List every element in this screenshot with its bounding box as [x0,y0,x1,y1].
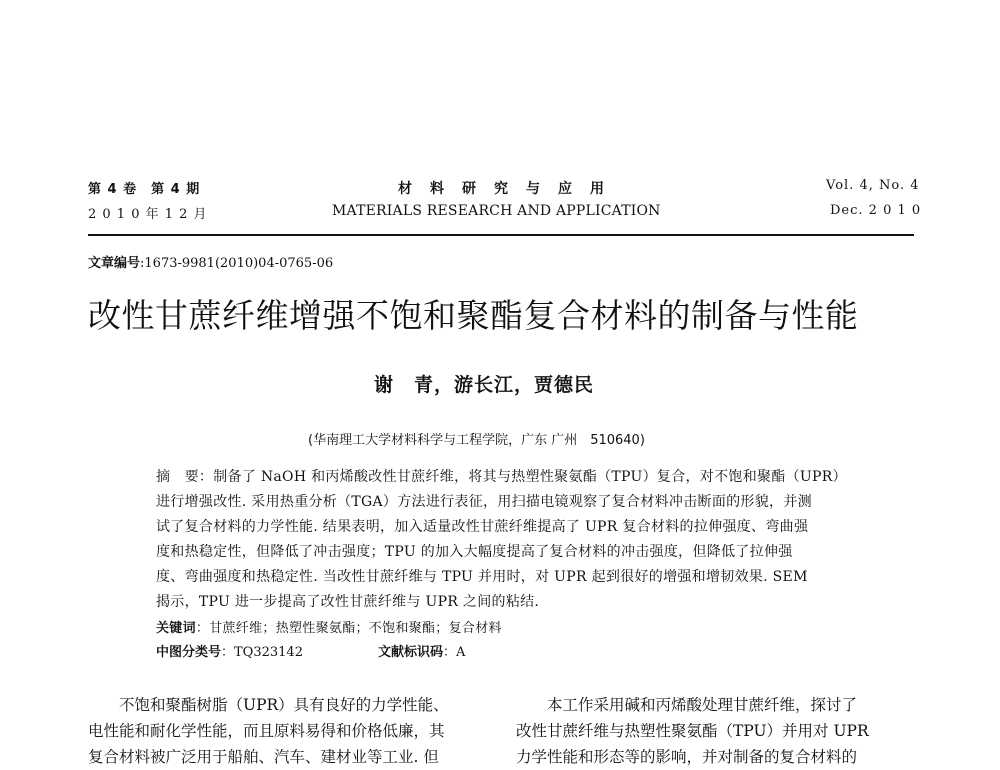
abstract-line: 度、弯曲强度和热稳定性. 当改性甘蔗纤维与 TPU 并用时，对 UPR 起到很好的增强和增韧效果. SEM [156,569,808,585]
abstract-line: 试了复合材料的力学性能. 结果表明，加入适量改性甘蔗纤维提高了 UPR 复合材料的拉伸强度、弯曲强 [156,519,809,535]
abstract-line: 度和热稳定性，但降低了冲击强度；TPU 的加入大幅度提高了复合材料的冲击强度，但降低了拉伸强 [156,544,793,560]
body-line: 不饱和聚酯树脂（UPR）具有良好的力学性能、 [88,696,449,714]
body-line: 本工作采用碱和丙烯酸处理甘蔗纤维，探讨了 [516,696,858,714]
authors: 谢 青，游长江，贾德民 [374,374,595,396]
body-line: 改性甘蔗纤维与热塑性聚氨酯（TPU）并用对 UPR [516,722,869,740]
article-number [88,252,333,271]
body-line: 电性能和耐化学性能，而且原料易得和价格低廉，其 [88,722,445,740]
body-line: 复合材料被广泛用于船舶、汽车、建材业等工业. 但 [88,748,439,766]
class-number-label: 中图分类号 [156,645,222,660]
article-number-value: :1673-9981(2010)04-0765-06 [140,256,334,271]
abstract-line: 进行增强改性. 采用热重分析（TGA）方法进行表征，用扫描电镜观察了复合材料冲击断面的形貌，并测 [156,494,812,510]
affiliation: (华南理工大学材料科学与工程学院，广东 广州 510640) [308,433,645,448]
volume-number-en: Vol. 4, No. 4 [826,178,920,193]
body-line: 力学性能和形态等的影响，并对制备的复合材料的 [516,748,858,766]
date-en: Dec. 2 0 1 0 [830,203,922,218]
keywords-label: 关键词 [156,621,196,636]
abstract-line: 摘 要：制备了 NaOH 和丙烯酸改性甘蔗纤维，将其与热塑性聚氨酯（TPU）复合，对不饱和聚酯（UPR） [156,469,847,485]
article-number-label: 文章编号 [88,256,141,271]
classification [156,641,303,660]
doc-code-label: 文献标识码 [378,645,444,660]
document-code [378,641,465,660]
journal-name-cn: 材 料 研 究 与 应 用 [398,181,606,197]
doc-code-value: ：A [443,645,466,660]
issue-date: 2 0 1 0 年 1 2 月 [88,207,208,222]
abstract-line: 揭示，TPU 进一步提高了改性甘蔗纤维与 UPR 之间的粘结. [156,594,540,610]
class-number-value: ：TQ323142 [221,645,303,660]
keywords-value: ：甘蔗纤维；热塑性聚氨酯；不饱和聚酯；复合材料 [195,621,502,636]
header-rule [88,234,914,236]
paper-title: 改性甘蔗纤维增强不饱和聚酯复合材料的制备与性能 [88,296,859,335]
volume-issue: 第 4 卷 第 4 期 [88,182,201,197]
body-left-column [88,692,478,770]
body-right-column [516,692,906,770]
keywords [156,617,846,636]
journal-name-en: MATERIALS RESEARCH AND APPLICATION [332,203,661,219]
